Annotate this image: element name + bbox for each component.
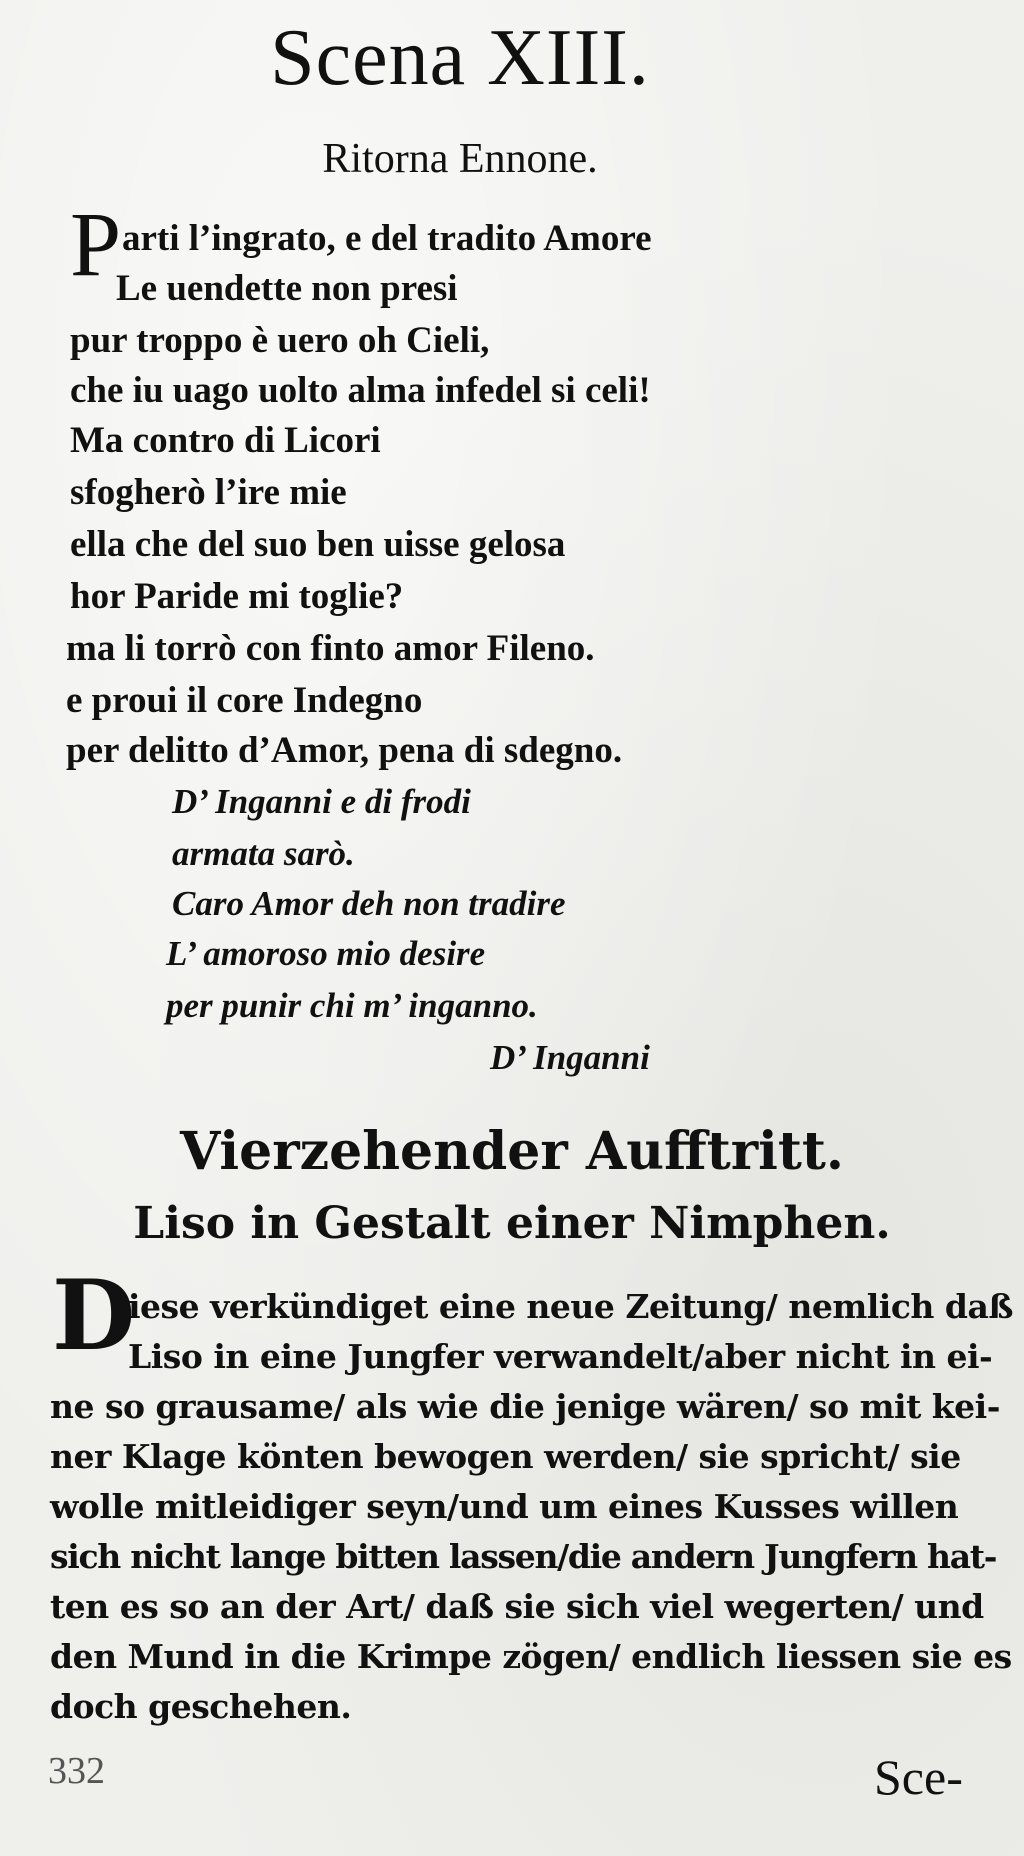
- recitative-line: hor Paride mi toglie?: [70, 576, 404, 617]
- recitative-line: pur troppo è uero oh Cieli,: [70, 320, 490, 361]
- aria-line: L’ amoroso mio desire: [166, 934, 486, 973]
- german-line: wolle mitleidiger seyn/und um eines Kusses willen: [50, 1487, 959, 1526]
- drop-cap: P: [70, 193, 122, 295]
- page-number: 332: [48, 1750, 105, 1792]
- german-line: sich nicht lange bitten lassen/die andern Jungfern hat-: [50, 1537, 997, 1576]
- german-initial: D: [52, 1259, 136, 1372]
- aria-line: D’ Inganni e di frodi: [172, 782, 471, 821]
- aria-line: Caro Amor deh non tradire: [172, 884, 566, 923]
- aria-line: per punir chi m’ inganno.: [166, 986, 538, 1025]
- recitative-line: Le uendette non presi: [116, 268, 458, 309]
- recitative-line: per delitto d’Amor, pena di sdegno.: [66, 730, 623, 771]
- german-line: den Mund in die Krimpe zögen/ endlich liessen sie es: [50, 1637, 1012, 1676]
- recitative-line: arti l’ingrato, e del tradito Amore: [122, 218, 652, 259]
- aria-da-capo: D’ Inganni: [490, 1038, 650, 1077]
- german-scene-subheading: Liso in Gestalt einer Nimphen.: [133, 1198, 891, 1249]
- scene-title: Scena XIII.: [270, 14, 650, 102]
- aria-line: armata sarò.: [172, 834, 355, 873]
- german-line: ner Klage könten bewogen werden/ sie spricht/ sie: [50, 1437, 961, 1476]
- recitative-line: ma li torrò con finto amor Fileno.: [66, 628, 595, 669]
- german-line: iese verkündiget eine neue Zeitung/ nemlich daß: [128, 1287, 1013, 1326]
- recitative-line: sfogherò l’ire mie: [70, 472, 347, 513]
- german-line: ne so grausame/ als wie die jenige wären/ so mit kei-: [50, 1387, 1000, 1426]
- scene-subtitle: Ritorna Ennone.: [322, 136, 598, 182]
- recitative-line: ella che del suo ben uisse gelosa: [70, 524, 566, 565]
- german-line: Liso in eine Jungfer verwandelt/aber nicht in ei-: [128, 1337, 993, 1376]
- german-scene-heading: Vierzehender Aufftritt.: [179, 1121, 845, 1182]
- german-line: doch geschehen.: [50, 1687, 352, 1726]
- german-line: ten es so an der Art/ daß sie sich viel wegerten/ und: [50, 1587, 984, 1626]
- catchword: Sce-: [874, 1749, 963, 1805]
- recitative-line: e proui il core Indegno: [66, 680, 423, 721]
- recitative-line: che iu uago uolto alma infedel si celi!: [70, 370, 651, 411]
- recitative-line: Ma contro di Licori: [70, 420, 381, 461]
